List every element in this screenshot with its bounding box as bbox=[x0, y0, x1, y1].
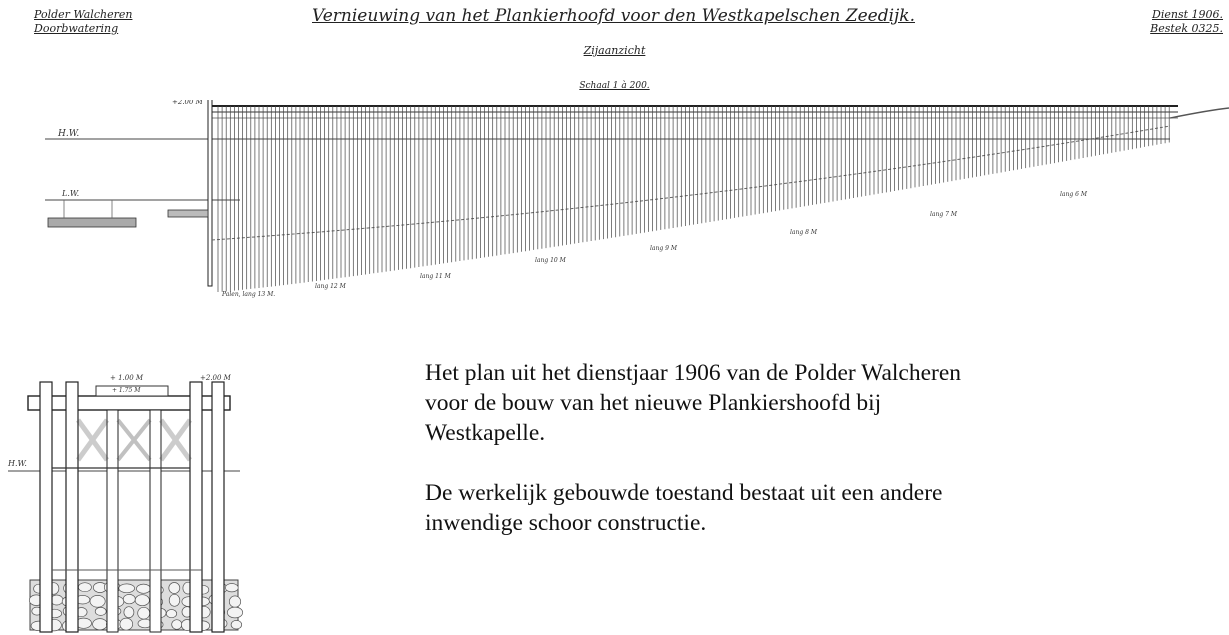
pile-length-label: lang 9 M bbox=[650, 245, 677, 252]
inner-pile-left bbox=[107, 410, 118, 632]
pile-length-label: lang 7 M bbox=[930, 211, 957, 218]
end-pile bbox=[208, 100, 212, 286]
stone bbox=[138, 607, 150, 619]
stone bbox=[93, 619, 108, 630]
specification-number: Bestek 0325. bbox=[1150, 22, 1223, 35]
stone bbox=[166, 610, 176, 618]
header-left-label bbox=[34, 8, 132, 36]
stone bbox=[124, 607, 134, 618]
stone bbox=[227, 607, 242, 618]
stone bbox=[123, 594, 135, 603]
outer-pile-left-1 bbox=[40, 382, 52, 632]
pile-row bbox=[218, 106, 1169, 292]
stone bbox=[95, 607, 106, 615]
pile-length-label: lang 8 M bbox=[790, 229, 817, 236]
stone bbox=[137, 584, 151, 593]
stone bbox=[229, 596, 240, 607]
caption-paragraph-2: De werkelijk gebouwde toestand bestaat uit een andere inwendige schoor constructie. bbox=[425, 480, 943, 536]
outer-pile-left-2 bbox=[66, 382, 78, 632]
pile-length-label: lang 6 M bbox=[1060, 191, 1087, 198]
stone bbox=[169, 583, 180, 594]
drawing-scale: Schaal 1 à 200. bbox=[579, 81, 650, 91]
stone bbox=[135, 595, 149, 606]
seabed-block-right bbox=[168, 210, 208, 217]
side-elevation-drawing bbox=[0, 100, 1229, 300]
stone bbox=[225, 584, 238, 592]
caption-paragraph-1: Het plan uit het dienstjaar 1906 van de Polder Walcheren voor de bouw van het nieuwe Plankiershoofd bij Westkapelle. bbox=[425, 360, 962, 446]
cross-inner-label: + 1.75 M bbox=[112, 387, 141, 394]
inner-pile-right bbox=[150, 410, 161, 632]
inner-bracing bbox=[118, 420, 150, 460]
side-high-water-label: H.W. bbox=[58, 129, 80, 139]
seabed-block-left bbox=[48, 218, 136, 227]
pile-length-label: Palen, lang 13 M. bbox=[222, 291, 276, 298]
polder-name: Polder Walcheren bbox=[34, 8, 133, 21]
drawing-subtitle: Zijaanzicht bbox=[583, 44, 646, 57]
outer-pile-right-2 bbox=[212, 382, 224, 632]
stone bbox=[78, 583, 91, 592]
stone bbox=[231, 620, 242, 629]
pile-length-label: lang 12 M bbox=[315, 283, 346, 290]
stone bbox=[169, 594, 180, 606]
service-year: Dienst 1906. bbox=[1152, 8, 1223, 21]
side-low-water-label: L.W. bbox=[62, 189, 80, 198]
pile-length-label: lang 10 M bbox=[535, 257, 566, 264]
dike-slope bbox=[1170, 108, 1229, 118]
pile-length-labels bbox=[221, 191, 1088, 298]
stone bbox=[172, 620, 182, 630]
cross-level-top-label: +2.00 M bbox=[200, 374, 231, 382]
side-level-top-label: +2.00 M bbox=[172, 100, 203, 106]
cross-section-drawing bbox=[0, 360, 250, 635]
cross-width-label: + 1.00 M bbox=[110, 374, 144, 382]
header-right-label bbox=[1150, 8, 1223, 36]
polder-subtitle: Doorbwatering bbox=[34, 22, 119, 35]
side-static-lines bbox=[45, 100, 1229, 286]
caption bbox=[425, 358, 985, 568]
cross-high-water-label: H.W. bbox=[8, 459, 27, 468]
stone bbox=[120, 618, 133, 630]
stone bbox=[119, 584, 135, 593]
outer-pile-right-1 bbox=[190, 382, 202, 632]
seabed-slope bbox=[212, 126, 1170, 240]
drawing-title: Vernieuwing van het Plankierhoofd voor den Westkapelschen Zeedijk. bbox=[312, 6, 915, 26]
pile-length-label: lang 11 M bbox=[420, 273, 451, 280]
stone bbox=[90, 595, 105, 607]
